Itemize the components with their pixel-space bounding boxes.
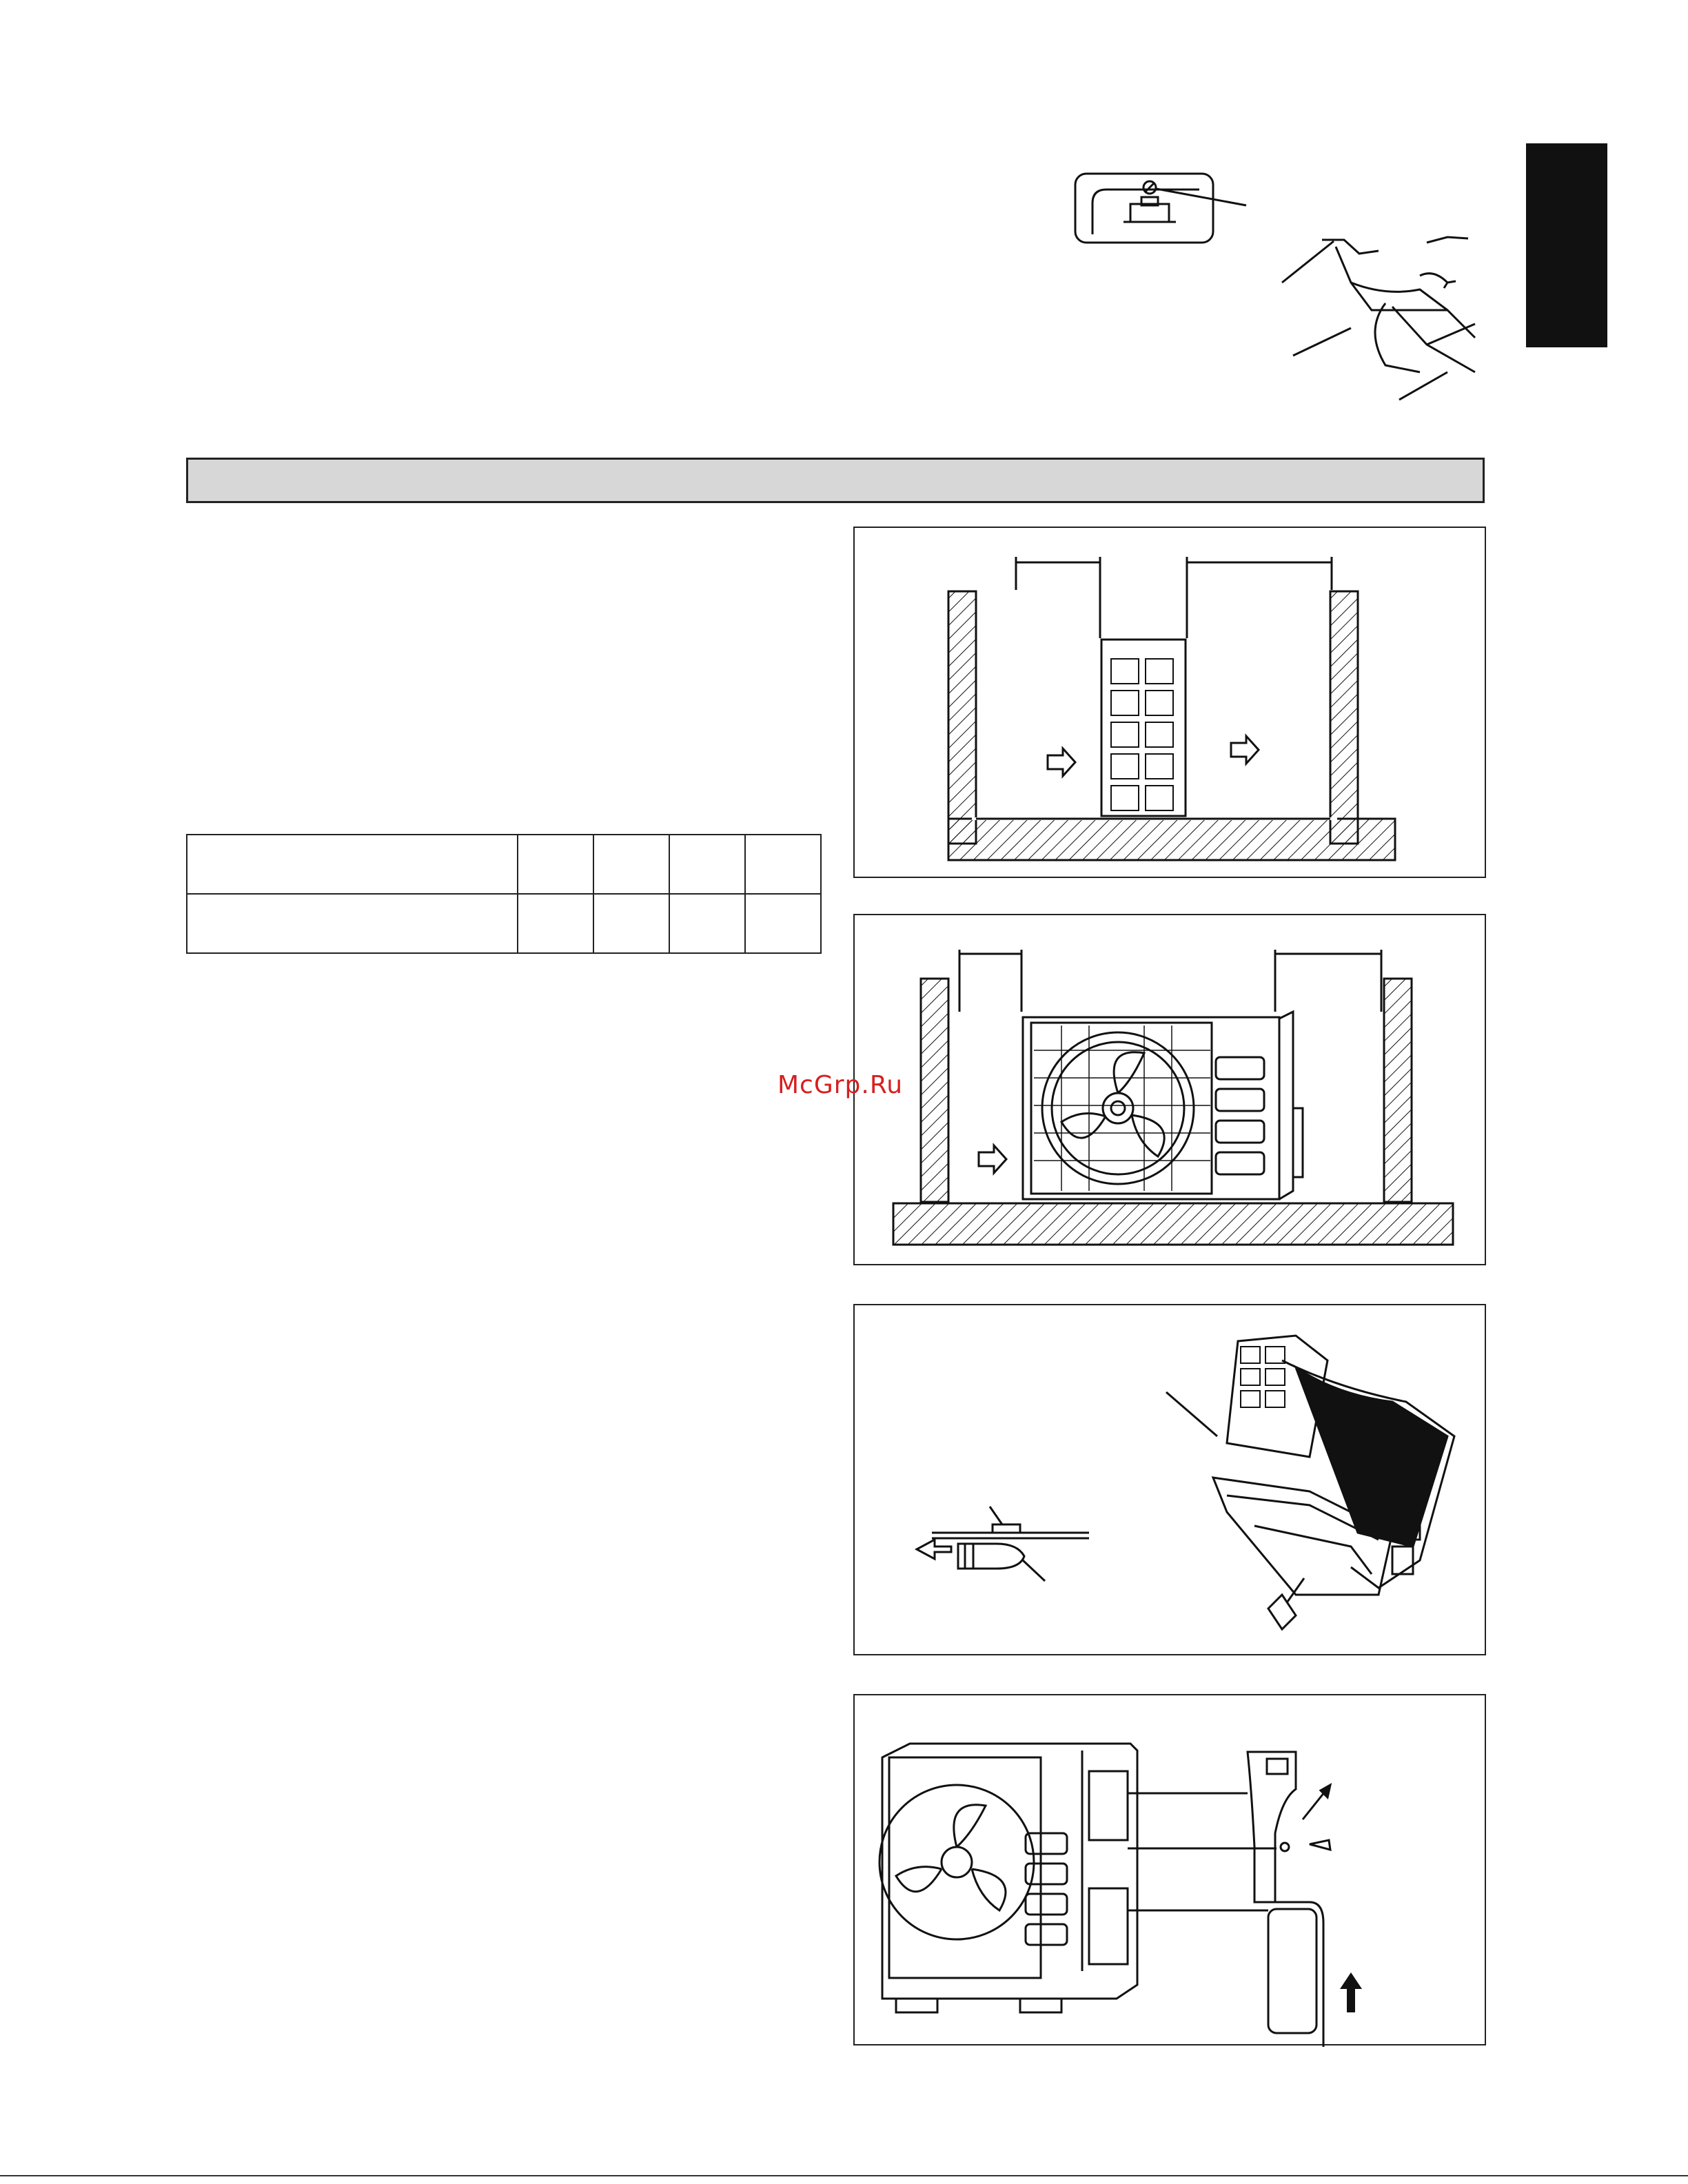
clearance-front-drawing bbox=[855, 915, 1487, 1267]
figure-drain-plug bbox=[853, 1304, 1486, 1655]
table-cell bbox=[593, 835, 669, 894]
figure-clearance-side bbox=[853, 527, 1486, 878]
service-cover-drawing bbox=[855, 1695, 1487, 2047]
clearance-table bbox=[186, 834, 822, 954]
table-cell bbox=[187, 894, 518, 953]
table-cell bbox=[669, 835, 745, 894]
language-tab bbox=[1526, 143, 1607, 347]
table-cell bbox=[518, 835, 593, 894]
table-row bbox=[187, 835, 821, 894]
section-header-bar bbox=[186, 458, 1485, 503]
table-cell bbox=[187, 835, 518, 894]
bottom-rule bbox=[0, 2175, 1688, 2176]
table-row bbox=[187, 894, 821, 953]
table-cell bbox=[745, 835, 821, 894]
table-cell bbox=[593, 894, 669, 953]
watermark: McGrp.Ru bbox=[777, 1071, 904, 1099]
table-cell bbox=[518, 894, 593, 953]
table-cell bbox=[745, 894, 821, 953]
drain-plug-drawing bbox=[855, 1305, 1487, 1657]
figure-clearance-front bbox=[853, 914, 1486, 1265]
clearance-side-drawing bbox=[855, 528, 1487, 879]
drain-clip-illustration bbox=[1061, 165, 1503, 407]
table-cell bbox=[669, 894, 745, 953]
figure-service-cover bbox=[853, 1694, 1486, 2045]
